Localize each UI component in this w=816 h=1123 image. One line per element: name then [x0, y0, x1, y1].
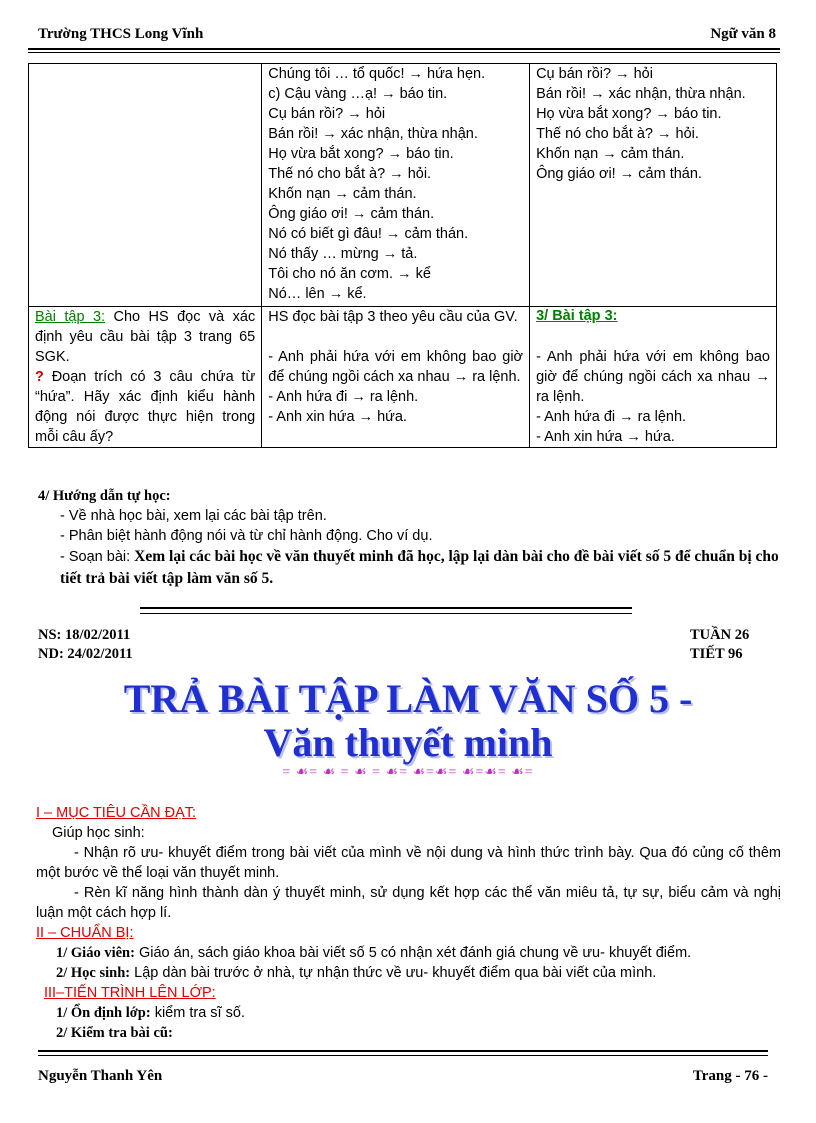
footer-rule-thin	[38, 1055, 768, 1056]
answer-1: - Anh hứa đi → ra lệnh.	[268, 389, 419, 405]
table-line: Chúng tôi … tổ quốc! → hứa hẹn.	[268, 66, 486, 82]
table-line: Họ vừa bắt xong? → báo tin.	[268, 146, 454, 162]
objectives-intro: Giúp học sinh:	[52, 825, 145, 841]
answer-main: - Anh phải hứa với em không bao giờ để chúng ngồi cách xa nhau → ra lệnh.	[268, 349, 524, 385]
note-answer-1: - Anh hứa đi → ra lệnh.	[536, 409, 687, 425]
table-line: Cụ bán rồi? → hỏi	[268, 106, 386, 122]
procedure-step	[36, 1023, 781, 1043]
footer-rule	[38, 1050, 768, 1052]
procedure-heading: III–TIẾN TRÌNH LÊN LỚP:	[44, 985, 216, 1001]
student-prep	[36, 963, 781, 983]
bt3-label: Bài tập 3:	[35, 309, 106, 325]
procedure-step-text: kiểm tra sĩ số.	[150, 1005, 245, 1021]
table-line: Tôi cho nó ăn cơm. → kể	[268, 266, 431, 282]
homework-item: - Về nhà học bài, xem lại các bài tập trên.	[60, 508, 327, 524]
table-line: Ông giáo ơi! → cảm thán.	[268, 206, 435, 222]
nd-date: ND: 24/02/2011	[38, 646, 133, 662]
lesson-title: TRẢ BÀI TẬP LÀM VĂN SỐ 5 -	[123, 676, 693, 721]
lesson-table	[28, 63, 777, 448]
period-label: TIẾT 96	[690, 646, 743, 662]
table-cell-student	[262, 307, 530, 448]
prep-text: Xem lại các bài học về văn thuyết minh đã học, lập lại dàn bài cho đề bài viết số 5 để chuẩn bị cho tiết trả bài viết tập làm văn số 5.	[60, 548, 779, 587]
bt3-question-text: Đoạn trích có 3 câu chứa từ “hứa”. Hãy xác định kiểu hành động nói được thực hiện trong mỗi câu ấy?	[35, 369, 256, 445]
sections	[36, 803, 781, 1043]
student-lines	[268, 64, 523, 304]
note-answer-2: - Anh xin hứa → hứa.	[536, 429, 675, 445]
header-rule	[28, 48, 780, 50]
lesson-subtitle: Văn thuyết minh	[263, 720, 553, 765]
footer-page: Trang - 76 -	[692, 1068, 768, 1084]
bt3-instruction	[35, 307, 255, 367]
section-divider-thin	[140, 613, 632, 614]
bt3-heading: 3/ Bài tập 3:	[536, 308, 618, 324]
objectives-item: - Rèn kĩ năng hình thành dàn ý thuyết minh, sử dụng kết hợp các thể văn miêu tả, tự sự, biểu cảm và nghị luận một cách hợp lí.	[36, 885, 781, 921]
table-line: Ông giáo ơi! → cảm thán.	[536, 166, 702, 182]
teacher-prep	[36, 943, 781, 963]
student-prep-label: 2/ Học sinh:	[56, 965, 131, 981]
teacher-prep-label: 1/ Giáo viên:	[56, 945, 135, 961]
table-line: Bán rồi! → xác nhận, thừa nhận.	[268, 126, 478, 142]
table-line: Bán rồi! → xác nhận, thừa nhận.	[536, 86, 746, 102]
table-cell-student	[262, 64, 530, 307]
table-line: Nó có biết gì đâu! → cảm thán.	[268, 226, 469, 242]
note-answer-main: - Anh phải hứa với em không bao giờ để chúng ngồi cách xa nhau → ra lệnh.	[536, 349, 770, 405]
header-subject: Ngữ văn 8	[710, 26, 776, 42]
lesson-period	[690, 626, 749, 664]
table-line: Họ vừa bắt xong? → báo tin.	[536, 106, 722, 122]
objectives-heading: I – MỤC TIÊU CẦN ĐẠT:	[36, 805, 197, 821]
hs-read-text: HS đọc bài tập 3 theo yêu cầu của GV.	[268, 309, 518, 325]
section-divider	[140, 607, 632, 609]
table-line: Cụ bán rồi? → hỏi	[536, 66, 653, 82]
bt3-question	[35, 367, 255, 447]
header-school: Trường THCS Long Vĩnh	[38, 26, 204, 42]
table-line: Nó… lên → kể.	[268, 286, 367, 302]
table-cell-notes	[530, 64, 777, 324]
week-label: TUẦN 26	[690, 627, 750, 643]
homework-heading: 4/ Hướng dẫn tự học:	[38, 488, 171, 504]
title-ornament: = ☙= ☙ = ☙ = ☙= ☙=☙= ☙=☙= ☙=	[282, 765, 534, 780]
preparation-heading: II – CHUẨN BỊ:	[36, 925, 134, 941]
table-line: Khốn nạn → cảm thán.	[268, 186, 417, 202]
teacher-prep-text: Giáo án, sách giáo khoa bài viết số 5 có nhận xét đánh giá chung về ưu- khuyết điểm.	[134, 945, 692, 961]
table-row	[29, 307, 777, 448]
homework-item: - Phân biệt hành động nói và từ chỉ hành động. Cho ví dụ.	[60, 528, 433, 544]
answer-2: - Anh xin hứa → hứa.	[268, 409, 407, 425]
lesson-dates	[38, 626, 133, 664]
table-cell-teacher	[29, 64, 262, 307]
homework-section	[38, 486, 783, 590]
procedure-step-label: 1/ Ổn định lớp:	[56, 1005, 151, 1021]
student-prep-text: Lập dàn bài trước ở nhà, tự nhận thức về ưu- khuyết điểm qua bài viết của mình.	[130, 965, 657, 981]
table-cell-teacher	[29, 307, 262, 448]
objectives-item: - Nhận rõ ưu- khuyết điểm trong bài viết của mình về nội dung và hình thức trình bày. Qua đó củng cố thêm một bước về thể loại văn thuyết minh.	[36, 845, 781, 881]
table-line: Khốn nạn → cảm thán.	[536, 146, 685, 162]
header-rule-thin	[28, 52, 780, 53]
table-line: c) Cậu vàng …ạ! → báo tin.	[268, 86, 448, 102]
footer-author: Nguyễn Thanh Yên	[38, 1068, 163, 1084]
table-line: Thế nó cho bắt à? → hỏi.	[536, 126, 699, 142]
prep-prefix: - Soạn bài:	[60, 549, 135, 565]
notes-lines	[536, 64, 770, 184]
procedure-step	[36, 1003, 781, 1023]
table-cell-notes	[530, 307, 777, 448]
table-row	[29, 64, 777, 307]
question-mark-icon: ?	[35, 369, 44, 385]
table-line: Nó thấy … mừng → tả.	[268, 246, 418, 262]
ns-date: NS: 18/02/2011	[38, 627, 131, 643]
homework-prep	[38, 546, 783, 590]
bt3-text: Cho HS đọc và xác định yêu cầu bài tập 3 trang 65 SGK.	[35, 309, 256, 365]
procedure-step-label: 2/ Kiểm tra bài cũ:	[56, 1025, 173, 1041]
table-line: Thế nó cho bắt à? → hỏi.	[268, 166, 432, 182]
